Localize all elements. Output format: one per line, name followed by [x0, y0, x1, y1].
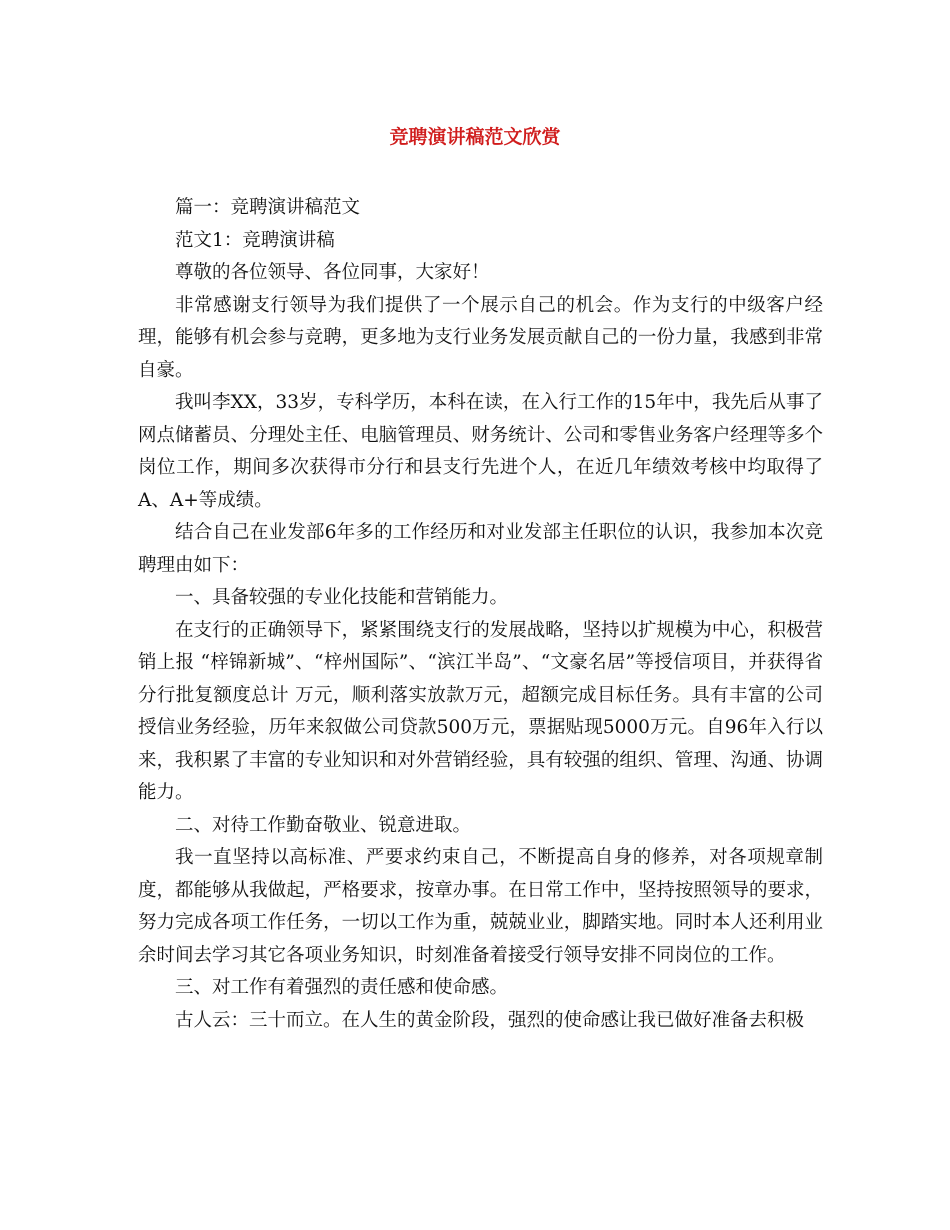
document-title: 竞聘演讲稿范文欣赏 [389, 126, 561, 148]
paragraph: 我一直坚持以高标准、严要求约束自己，不断提高自身的修养，对各项规章制度，都能够从我做起，严格要求，按章办事。在日常工作中，坚持按照领导的要求，努力完成各项工作任务，一切以工作为重，兢兢业业，脚踏实地。同时本人还利用业余时间去学习其它各项业务知识，时刻准备着接受行领导安排不同岗位的工作。 [138, 847, 823, 966]
point-heading: 一、具备较强的专业化技能和营销能力。 [175, 587, 509, 608]
document-body [138, 192, 823, 1037]
section-heading: 篇一：竞聘演讲稿范文 [175, 197, 361, 218]
sample-heading: 范文1：竞聘演讲稿 [175, 229, 335, 251]
paragraph: 在支行的正确领导下，紧紧围绕支行的发展战略，坚持以扩规模为中心，积极营销上报 “梓锦新城”、“梓州国际”、“滨江半岛”、“文豪名居”等授信项目，并获得省分行批复额度总计 万元，顺利落实放款万元，超额完成目标任务。具有丰富的公司授信业务经验，历年来叙做公司贷款500万元，票据贴现5000万元。自96年入行以来，我积累了丰富的专业知识和对外营销经验，具有较强的组织、管理、沟通、协调能力。 [138, 619, 823, 803]
paragraph: 古人云：三十而立。在人生的黄金阶段，强烈的使命感让我已做好准备去积极 [175, 1009, 805, 1031]
point-heading: 二、对待工作勤奋敬业、锐意进取。 [175, 814, 472, 836]
paragraph: 结合自己在业发部6年多的工作经历和对业发部主任职位的认识，我参加本次竞聘理由如下： [138, 522, 823, 576]
paragraph: 我叫李XX，33岁，专科学历，本科在读，在入行工作的15年中，我先后从事了网点储蓄员、分理处主任、电脑管理员、财务统计、公司和零售业务客户经理等多个岗位工作，期间多次获得市分行和县支行先进个人，在近几年绩效考核中均取得了A、A+等成绩。 [138, 392, 823, 511]
paragraph: 非常感谢支行领导为我们提供了一个展示自己的机会。作为支行的中级客户经理，能够有机会参与竞聘，更多地为支行业务发展贡献自己的一份力量，我感到非常自豪。 [138, 294, 823, 381]
salutation: 尊敬的各位领导、各位同事，大家好！ [175, 262, 490, 283]
point-heading: 三、对工作有着强烈的责任感和使命感。 [175, 977, 509, 998]
